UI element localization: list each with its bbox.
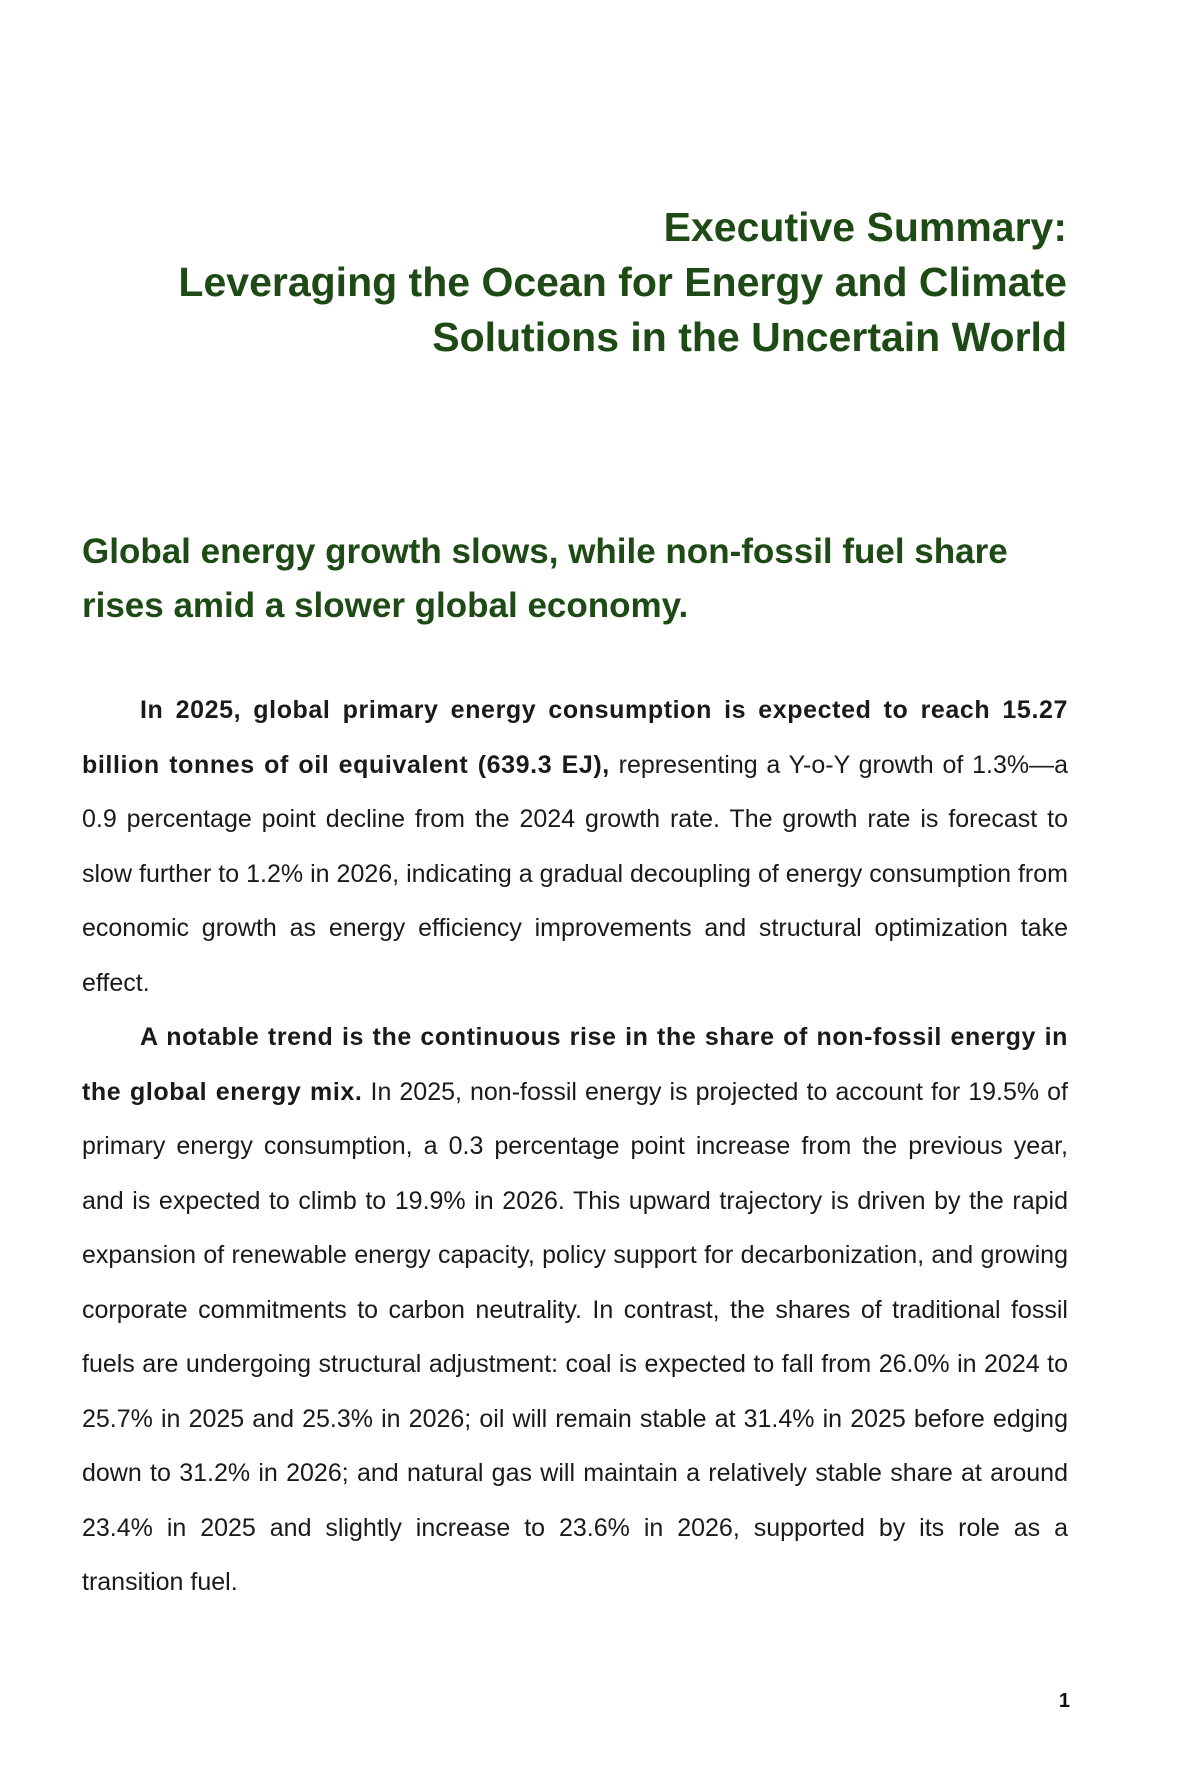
- paragraph-1: [82, 683, 1068, 1010]
- title-line-3: Solutions in the Uncertain World: [432, 314, 1067, 360]
- page-number: 1: [1058, 1690, 1070, 1712]
- section-heading: Global energy growth slows, while non-fossil fuel share rises amid a slower global economy.: [82, 532, 1008, 625]
- paragraph-1-text: representing a Y-o-Y growth of 1.3%—a 0.9 percentage point decline from the 2024 growth rate. The growth rate is forecast to slow further to 1.2% in 2026, indicating a gradual decoupling of energy consumption from economic growth as energy efficiency improvements and structural optimization take effect.: [82, 750, 1068, 997]
- title-line-2: Leveraging the Ocean for Energy and Climate: [178, 259, 1067, 305]
- title-line-1: Executive Summary:: [663, 204, 1067, 250]
- paragraph-2-lead: A notable trend is the continuous rise in the share of non-fossil energy in the global energy mix.: [82, 1023, 1068, 1106]
- page-title: [120, 200, 1067, 365]
- body-text: [82, 683, 1068, 1610]
- paragraph-1-lead: In 2025, global primary energy consumption is expected to reach 15.27 billion tonnes of oil equivalent (639.3 EJ),: [82, 696, 1068, 779]
- paragraph-2: [82, 1010, 1068, 1610]
- paragraph-2-text: In 2025, non-fossil energy is projected to account for 19.5% of primary energy consumption, a 0.3 percentage point increase from the previous year, and is expected to climb to 19.9% in 2026. This upward trajectory is driven by the rapid expansion of renewable energy capacity, policy support for decarbonization, and growing corporate commitments to carbon neutrality. In contrast, the shares of traditional fossil fuels are undergoing structural adjustment: coal is expected to fall from 26.0% in 2024 to 25.7% in 2025 and 25.3% in 2026; oil will remain stable at 31.4% in 2025 before edging down to 31.2% in 2026; and natural gas will maintain a relatively stable share at around 23.4% in 2025 and slightly increase to 23.6% in 2026, supported by its role as a transition fuel.: [82, 1077, 1068, 1596]
